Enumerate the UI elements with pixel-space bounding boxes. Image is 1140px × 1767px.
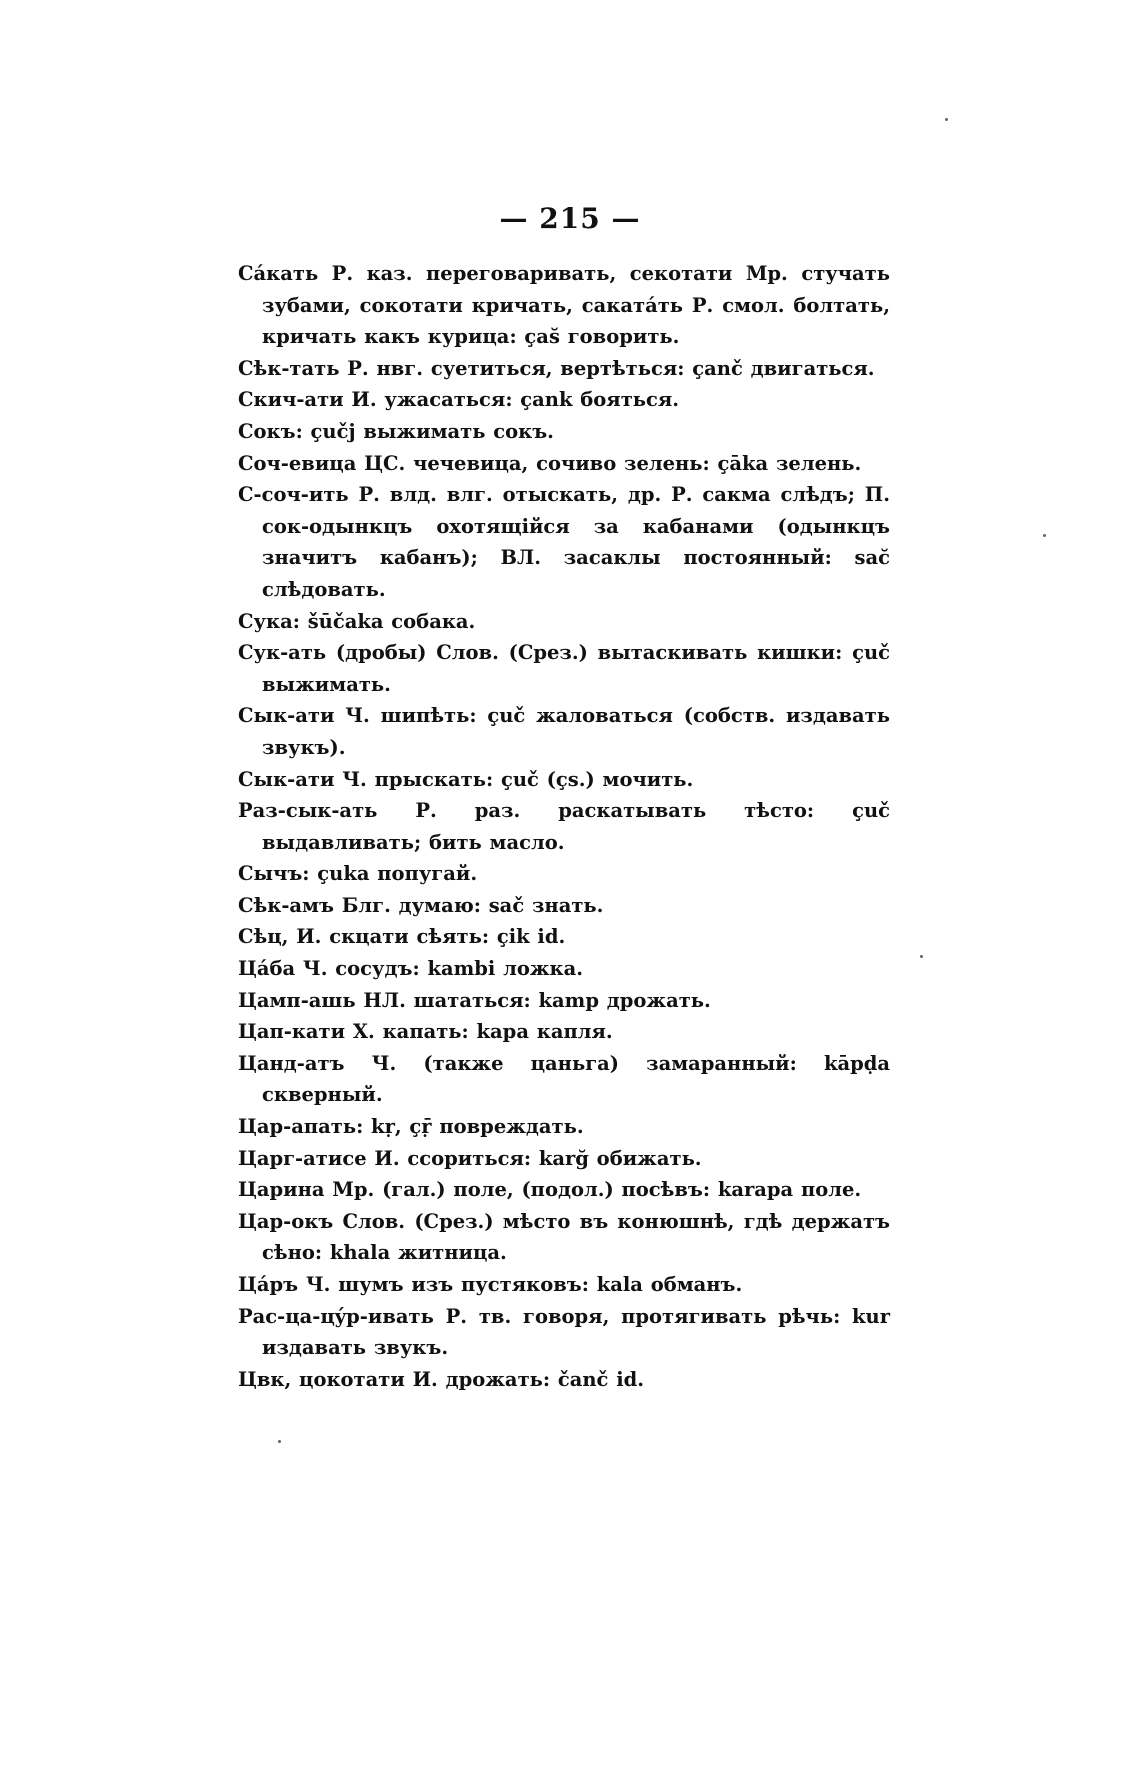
dictionary-entry: Сѣц, И. скцати сѣять: çik id.: [238, 925, 566, 949]
page-number: — 215 —: [499, 202, 641, 235]
print-speck: [1043, 534, 1046, 537]
dictionary-entry: Сык-ати Ч. шипѣть: çuč жаловаться (собств. издавать звукъ).: [238, 704, 890, 759]
print-speck: [920, 955, 923, 958]
print-speck: [278, 1440, 281, 1443]
dictionary-entry: Цáба Ч. сосудъ: kambi ложка.: [238, 957, 584, 981]
dictionary-entry: Царина Мр. (гал.) поле, (подол.) посѣвъ: karapa поле.: [238, 1178, 862, 1202]
dictionary-entry: Сук-ать (дробы) Слов. (Срез.) вытаскивать кишки: çuč выжимать.: [238, 641, 890, 696]
dictionary-entry: Царг-атисе И. ссориться: karğ обижать.: [238, 1146, 702, 1170]
dictionary-entry: Цар-окъ Слов. (Срез.) мѣсто въ конюшнѣ, гдѣ держатъ сѣно: khala житница.: [238, 1209, 890, 1265]
dictionary-entry: Сѣк-тать Р. нвг. суетиться, вертѣться: çanč двигаться.: [238, 356, 875, 380]
dictionary-entry: Цап-кати Х. капать: kapa капля.: [238, 1020, 613, 1044]
dictionary-entry: Сык-ати Ч. прыскать: çuč (çs.) мочить.: [238, 767, 694, 791]
dictionary-entry: Соч-евица ЦС. чечевица, сочиво зелень: çāka зелень.: [238, 451, 862, 475]
dictionary-entry: Цвк, цокотати И. дрожать: čanč id.: [238, 1367, 645, 1391]
dictionary-entry: Цар-апать: kṛ, çṝ повреждать.: [238, 1115, 584, 1139]
dictionary-entry: Сычъ: çuka попугай.: [238, 862, 478, 886]
dictionary-entry: Сáкать Р. каз. переговаривать, секотати Мр. стучать зубами, сокотати кричать, сакатáть Р. смол. болтать, кричать какъ курица: ças̆ говорить.: [238, 262, 890, 349]
dictionary-entries: [238, 258, 890, 1395]
dictionary-entry: Цáръ Ч. шумъ изъ пустяковъ: kala обманъ.: [238, 1273, 743, 1296]
print-speck: [945, 118, 948, 121]
dictionary-entry: Цанд-атъ Ч. (также цаньга) замаранный: kāpḍa скверный.: [238, 1051, 890, 1107]
dictionary-entry: Рас-ца-цýр-ивать Р. тв. говоря, протягивать рѣчь: kur издавать звукъ.: [238, 1304, 890, 1360]
dictionary-entry: Сокъ: çučj выжимать сокъ.: [238, 419, 554, 443]
dictionary-entry: Цамп-ашь НЛ. шататься: kamp дрожать.: [238, 988, 711, 1012]
dictionary-entry: Сука: šūčaka собака.: [238, 609, 476, 633]
dictionary-entry: Сѣк-амъ Блг. думаю: sač знать.: [238, 893, 604, 917]
dictionary-entry: Скич-ати И. ужасаться: çank бояться.: [238, 388, 680, 412]
dictionary-entry: Раз-сык-ать Р. раз. раскатывать тѣсто: çuč выдавливать; бить масло.: [238, 799, 890, 854]
dictionary-entry: С-соч-ить Р. влд. влг. отыскать, др. Р. сакма слѣдъ; П. сок-одынкцъ охотящiйся за кабанами (одынкцъ значитъ кабанъ); ВЛ. засаклы постоянный: sac̆ слѣдовать.: [238, 483, 890, 601]
